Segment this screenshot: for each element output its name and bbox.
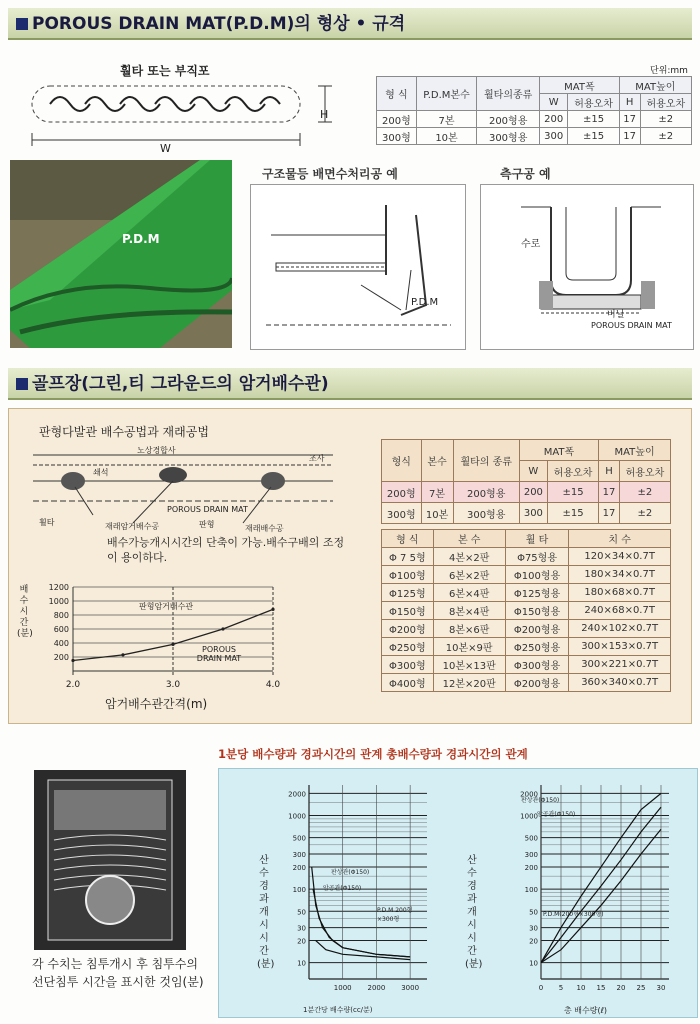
cell: Φ150형 bbox=[382, 602, 434, 620]
cell: 180×68×0.7T bbox=[569, 584, 671, 602]
y-tick-label: 50 bbox=[297, 908, 306, 917]
x-tick-label: 10 bbox=[576, 984, 586, 992]
series-line bbox=[316, 941, 410, 960]
x-tick-label: 25 bbox=[636, 984, 646, 992]
th-tol1: 허용오차 bbox=[568, 94, 619, 111]
cell: 7본 bbox=[421, 482, 453, 503]
porous-mat-label: POROUS DRAIN MAT bbox=[591, 321, 672, 330]
y-tick-label: 1000 bbox=[520, 812, 538, 821]
y-tick-label: 500 bbox=[292, 834, 306, 843]
chart1-label-pdm: POROUS DRAIN MAT bbox=[196, 645, 242, 663]
panel2-pdm-label: P.D.M bbox=[411, 297, 439, 308]
th-tol1: 허용오차 bbox=[547, 461, 598, 482]
left-label-b: 암공관(Φ150) bbox=[323, 885, 362, 892]
y-tick-label: 10 bbox=[297, 959, 306, 968]
y-tick-label: 300 bbox=[292, 851, 306, 860]
panel3-drawing bbox=[480, 184, 694, 350]
mat-diagram-label: 훨타 또는 부직포 bbox=[120, 64, 210, 78]
cell: 300형 bbox=[382, 503, 422, 524]
x-tick-label: 20 bbox=[616, 984, 626, 992]
chart1-xlabel: 암거배수관간격(m) bbox=[105, 697, 208, 711]
cell: ±2 bbox=[619, 503, 670, 524]
y-tick-label: 100 bbox=[292, 886, 306, 895]
cell: Φ300형 bbox=[382, 656, 434, 674]
section2-header-text: 골프장(그린,티 그라운드의 암거배수관) bbox=[32, 374, 329, 394]
spec-table-2 bbox=[381, 439, 671, 524]
y-tick-label: 2000 bbox=[520, 790, 538, 799]
x-tick-label: 1000 bbox=[333, 984, 352, 992]
th-filter: 훨타의 종류 bbox=[453, 440, 519, 482]
chart1-label-plate: 판형암거배수관 bbox=[139, 602, 194, 611]
label-plate: 판형 bbox=[199, 520, 215, 529]
cell: 17 bbox=[599, 503, 620, 524]
data-point bbox=[121, 653, 124, 656]
cell: Φ250형용 bbox=[505, 638, 569, 656]
th-tol2: 허용오차 bbox=[619, 461, 670, 482]
cell: 300 bbox=[519, 503, 547, 524]
th-count: P.D.M본수 bbox=[416, 77, 477, 111]
data-point bbox=[221, 627, 224, 630]
y-tick-label: 800 bbox=[53, 611, 69, 620]
total-drain-chart bbox=[509, 779, 674, 999]
backwall-drainage-drawing bbox=[251, 185, 465, 349]
y-tick-label: 400 bbox=[53, 639, 69, 648]
th-count: 본 수 bbox=[433, 530, 505, 548]
th-count: 본수 bbox=[421, 440, 453, 482]
label-old1: 재래암거배수공 bbox=[105, 522, 160, 531]
cell: 200형용 bbox=[453, 482, 519, 503]
y-tick-label: 100 bbox=[524, 886, 538, 895]
x-tick-label: 0 bbox=[538, 984, 544, 992]
section1-header bbox=[8, 8, 692, 40]
section2-header bbox=[8, 368, 692, 400]
section2-note: 배수가능개시시간의 단축이 가능.배수구배의 조정이 용이하다. bbox=[107, 536, 345, 564]
table-row bbox=[382, 620, 671, 638]
th-w: W bbox=[519, 461, 547, 482]
cell: 300 bbox=[540, 128, 568, 145]
cell: 10본 bbox=[416, 128, 477, 145]
cell: Φ200형용 bbox=[505, 620, 569, 638]
pdm-photo bbox=[10, 160, 232, 348]
table-row bbox=[382, 566, 671, 584]
cell: 7본 bbox=[416, 111, 477, 128]
x-tick-label: 5 bbox=[558, 984, 564, 992]
dim-h-label: H bbox=[320, 108, 329, 121]
panel2-title: 구조물등 배면수처리공 예 bbox=[262, 167, 398, 181]
data-point bbox=[171, 643, 174, 646]
section3-panel bbox=[218, 768, 698, 1018]
cell: Φ150형용 bbox=[505, 602, 569, 620]
experiment-photo bbox=[34, 770, 186, 950]
chart1-ylabel: 배수시간(분) bbox=[17, 585, 33, 639]
table-row bbox=[382, 602, 671, 620]
table-row bbox=[377, 128, 692, 145]
cell: 300×221×0.7T bbox=[569, 656, 671, 674]
y-tick-label: 500 bbox=[524, 834, 538, 843]
th-h: H bbox=[599, 461, 620, 482]
th-filter: 훨 타 bbox=[505, 530, 569, 548]
cell: 180×34×0.7T bbox=[569, 566, 671, 584]
left-xlabel: 1분간당 배수량(cc/분) bbox=[303, 1006, 373, 1014]
cell: 4본×2판 bbox=[433, 548, 505, 566]
cell: ±15 bbox=[568, 111, 619, 128]
y-tick-label: 300 bbox=[524, 851, 538, 860]
cell: 17 bbox=[619, 111, 640, 128]
panel3-title: 측구공 예 bbox=[500, 167, 551, 181]
table-row bbox=[382, 674, 671, 692]
section3-title: 1분당 배수량과 경과시간의 관계 총배수량과 경과시간의 관계 bbox=[218, 747, 528, 761]
y-tick-label: 20 bbox=[529, 937, 538, 946]
cell: Φ200형용 bbox=[505, 674, 569, 692]
label-old2: 재래배수공 bbox=[245, 524, 284, 533]
data-point bbox=[71, 659, 74, 662]
experiment-photo-drawing bbox=[34, 770, 186, 950]
left-label-c: P.D.M 200형×300형 bbox=[377, 907, 413, 923]
cell: 10본×9판 bbox=[433, 638, 505, 656]
th-type: 형식 bbox=[382, 440, 422, 482]
y-tick-label: 20 bbox=[297, 937, 306, 946]
y-tick-label: 30 bbox=[297, 924, 306, 933]
label-filter: 휠타 bbox=[39, 518, 55, 527]
cell: 17 bbox=[599, 482, 620, 503]
label-sand: 조사 bbox=[309, 454, 325, 463]
cell: Φ100형용 bbox=[505, 566, 569, 584]
cell: 17 bbox=[619, 128, 640, 145]
bullet-square-icon bbox=[16, 18, 28, 30]
table-row bbox=[382, 638, 671, 656]
y-tick-label: 50 bbox=[529, 908, 538, 917]
cell: 200 bbox=[540, 111, 568, 128]
right-xlabel: 총 배수량(ℓ) bbox=[564, 1006, 608, 1015]
cell: Φ125형 bbox=[382, 584, 434, 602]
right-label-b: 암공관(Φ150) bbox=[537, 811, 576, 818]
right-ylabel: 산수경과개시시간(분) bbox=[465, 855, 483, 970]
pdm-photo-drawing bbox=[10, 160, 232, 348]
label-pdm: POROUS DRAIN MAT bbox=[167, 505, 248, 514]
cell: 200형용 bbox=[477, 111, 540, 128]
th-tol2: 허용오차 bbox=[640, 94, 691, 111]
cell: ±2 bbox=[640, 128, 691, 145]
th-type: 형 식 bbox=[382, 530, 434, 548]
x-tick-label: 3.0 bbox=[165, 680, 181, 689]
section1-header-text: POROUS DRAIN MAT(P.D.M)의 형상 • 규격 bbox=[32, 14, 406, 34]
cell: ±15 bbox=[547, 503, 598, 524]
drain-time-chart bbox=[33, 579, 293, 689]
x-tick-label: 2.0 bbox=[65, 680, 81, 689]
th-mat-height: MAT높이 bbox=[599, 440, 671, 461]
left-ylabel: 산수경과개시시간(분) bbox=[257, 855, 275, 970]
right-label-a: 판상관(Φ150) bbox=[521, 797, 560, 804]
table-row bbox=[382, 503, 671, 524]
mat-cross-section bbox=[20, 60, 350, 155]
section2-panel bbox=[8, 408, 692, 724]
table-row bbox=[382, 656, 671, 674]
cell: Φ 7 5형 bbox=[382, 548, 434, 566]
left-label-a: 판상관(Φ150) bbox=[331, 869, 370, 876]
table-row bbox=[377, 111, 692, 128]
cell: ±2 bbox=[640, 111, 691, 128]
data-point bbox=[271, 608, 274, 611]
mat-cross-section-drawing bbox=[20, 78, 350, 156]
waterway-label: 수로 bbox=[521, 239, 541, 250]
cell: 300형 bbox=[377, 128, 417, 145]
cell: Φ75형용 bbox=[505, 548, 569, 566]
th-dimension: 치 수 bbox=[569, 530, 671, 548]
y-tick-label: 2000 bbox=[288, 790, 306, 799]
section2-subtitle: 판형다발관 배수공법과 재래공법 bbox=[39, 425, 209, 439]
x-tick-label: 15 bbox=[596, 984, 606, 992]
cell: 6본×4판 bbox=[433, 584, 505, 602]
cell: 10본 bbox=[421, 503, 453, 524]
right-label-d: P.D.M(200형×300형) bbox=[543, 911, 604, 918]
th-filter: 훨타의종류 bbox=[477, 77, 540, 111]
cell: Φ400형 bbox=[382, 674, 434, 692]
cell: Φ200형 bbox=[382, 620, 434, 638]
cell: 300형용 bbox=[477, 128, 540, 145]
cell: 6본×2판 bbox=[433, 566, 505, 584]
cell: 200형 bbox=[382, 482, 422, 503]
photo-caption: 각 수치는 침투개시 후 침투수의 선단침투 시간을 표시한 것임(분) bbox=[32, 957, 204, 989]
label-gravel: 쇄석 bbox=[93, 468, 109, 477]
cell: Φ250형 bbox=[382, 638, 434, 656]
y-tick-label: 200 bbox=[53, 653, 69, 662]
x-tick-label: 4.0 bbox=[265, 680, 281, 689]
cell: 120×34×0.7T bbox=[569, 548, 671, 566]
label-top: 노상경합사 bbox=[137, 446, 176, 455]
y-tick-label: 200 bbox=[524, 863, 538, 872]
th-type: 형 식 bbox=[377, 77, 417, 111]
y-tick-label: 1200 bbox=[48, 583, 69, 592]
cell: 10본×13판 bbox=[433, 656, 505, 674]
unit-label: 단위:mm bbox=[650, 66, 688, 76]
cell: 8본×4판 bbox=[433, 602, 505, 620]
dim-w-label: W bbox=[160, 142, 171, 155]
cell: 240×102×0.7T bbox=[569, 620, 671, 638]
cell: 12본×20판 bbox=[433, 674, 505, 692]
th-mat-width: MAT폭 bbox=[519, 440, 598, 461]
cell: Φ100형 bbox=[382, 566, 434, 584]
y-tick-label: 600 bbox=[53, 625, 69, 634]
th-mat-height: MAT높이 bbox=[619, 77, 691, 94]
cell: 360×340×0.7T bbox=[569, 674, 671, 692]
cell: 200 bbox=[519, 482, 547, 503]
cell: Φ125형용 bbox=[505, 584, 569, 602]
cell: 200형 bbox=[377, 111, 417, 128]
table-row bbox=[382, 482, 671, 503]
photo-pdm-label: P.D.M bbox=[122, 232, 160, 246]
cell: 8본×6판 bbox=[433, 620, 505, 638]
spec-table-1 bbox=[376, 76, 692, 145]
y-tick-label: 30 bbox=[529, 924, 538, 933]
th-mat-width: MAT폭 bbox=[540, 77, 620, 94]
y-tick-label: 1000 bbox=[48, 597, 69, 606]
x-tick-label: 30 bbox=[656, 984, 666, 992]
size-table bbox=[381, 529, 671, 692]
th-w: W bbox=[540, 94, 568, 111]
vinyl-label: 비닐 bbox=[607, 310, 625, 320]
panel2-drawing bbox=[250, 184, 466, 350]
cell: 300형용 bbox=[453, 503, 519, 524]
y-tick-label: 200 bbox=[292, 863, 306, 872]
th-h: H bbox=[619, 94, 640, 111]
table-row bbox=[382, 584, 671, 602]
drain-section-drawing bbox=[33, 445, 343, 535]
x-tick-label: 3000 bbox=[401, 984, 420, 992]
cell: ±15 bbox=[547, 482, 598, 503]
table-row bbox=[382, 548, 671, 566]
y-tick-label: 10 bbox=[529, 959, 538, 968]
cell: ±15 bbox=[568, 128, 619, 145]
cell: Φ300형용 bbox=[505, 656, 569, 674]
x-tick-label: 2000 bbox=[367, 984, 386, 992]
y-tick-label: 1000 bbox=[288, 812, 306, 821]
cell: ±2 bbox=[619, 482, 670, 503]
cell: 240×68×0.7T bbox=[569, 602, 671, 620]
bullet-square-icon bbox=[16, 378, 28, 390]
cell: 300×153×0.7T bbox=[569, 638, 671, 656]
